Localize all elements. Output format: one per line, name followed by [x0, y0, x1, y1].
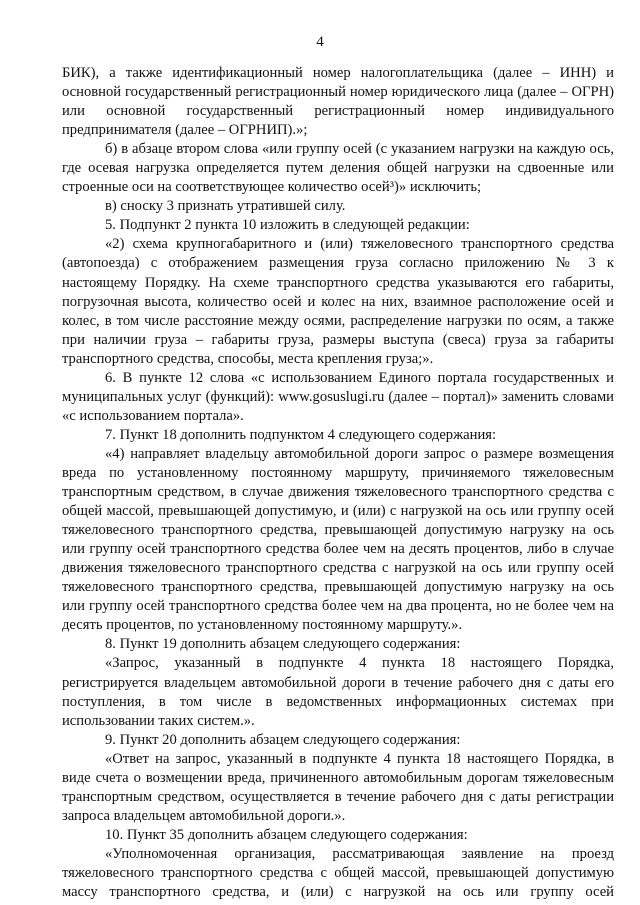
- paragraph: 10. Пункт 35 дополнить абзацем следующего содержания:: [105, 826, 468, 843]
- paragraph: БИК), а также идентификационный номер налогоплательщика (далее – ИНН) и основной государственный регистрационный номер юридического лица (далее – ОГРН) или основной государственный регистрационный номер индивидуального предпринимателя (далее – ОГРНИП).»;: [62, 65, 614, 139]
- paragraph: «4) направляет владельцу автомобильной дороги запрос о размере возмещения вреда по установленному постоянному маршруту, причиняемого тяжеловесным транспортным средством, в случае движения тяжеловесного транспортного средства с общей массой, превышающей допустимую, и (или) с нагрузкой на ось или группу осей тяжеловесного транспортного средства, превышающей допустимую нагрузку на ось или группу осей транспортного средства более чем на десять процентов, либо в случае движения тяжеловесного транспортного средства с нагрузкой на ось или группу осей тяжеловесного транспортного средства, превышающей допустимую нагрузку на ось или группу осей транспортного средства более чем на два процента, но не более чем на десять процентов, по установленному постоянному маршруту.».: [62, 445, 614, 634]
- paragraph: 8. Пункт 19 дополнить абзацем следующего содержания:: [105, 636, 461, 653]
- paragraph: в) сноску 3 признать утратившей силу.: [105, 198, 346, 215]
- paragraph: б) в абзаце втором слова «или группу осей (с указанием нагрузки на каждую ось, где осевая нагрузка определяется путем деления общей нагрузки на сдвоенные или строенные оси на соответствующее количество осей³)» исключить;: [62, 141, 614, 196]
- paragraph: 7. Пункт 18 дополнить подпунктом 4 следующего содержания:: [105, 426, 497, 443]
- paragraph: «Ответ на запрос, указанный в подпункте 4 пункта 18 настоящего Порядка, в виде счета о возмещении вреда, причиненного автомобильным дорогам тяжеловесным транспортным средством, осуществляется в течение рабочего дня с даты регистрации запроса владельцем автомобильной дороги.».: [62, 750, 614, 824]
- document-body: [62, 64, 614, 902]
- paragraph: 5. Подпункт 2 пункта 10 изложить в следующей редакции:: [105, 217, 470, 234]
- paragraph: «2) схема крупногабаритного и (или) тяжеловесного транспортного средства (автопоезда) с отображением размещения груза согласно приложению № 3 к настоящему Порядку. На схеме транспортного средства указываются его габариты, погрузочная высота, количество осей и колес на них, взаимное расположение осей и колес, в том числе расстояние между осями, распределение нагрузки по осям, а также при наличии груза – габариты груза, размеры выступа (свеса) груза за габариты транспортного средства, способы, места крепления груза;».: [62, 236, 614, 367]
- paragraph: 6. В пункте 12 слова «с использованием Единого портала государственных и муниципальных услуг (функций): www.gosuslugi.ru (далее – портал)» заменить словами «с использованием портала».: [62, 369, 614, 424]
- paragraph: 9. Пункт 20 дополнить абзацем следующего содержания:: [105, 731, 461, 748]
- paragraph: «Запрос, указанный в подпункте 4 пункта 18 настоящего Порядка, регистрируется владельцем автомобильной дороги в течение рабочего дня с даты его поступления, в том числе в ведомственных информационных системах при использовании таких систем.».: [62, 655, 614, 729]
- paragraph: «Уполномоченная организация, рассматривающая заявление на проезд тяжеловесного транспортного средства с общей массой, превышающей допустимую массу транспортного средства, и (или) с нагрузкой на ось или группу осей: [62, 845, 614, 901]
- page-number: 4: [316, 34, 324, 50]
